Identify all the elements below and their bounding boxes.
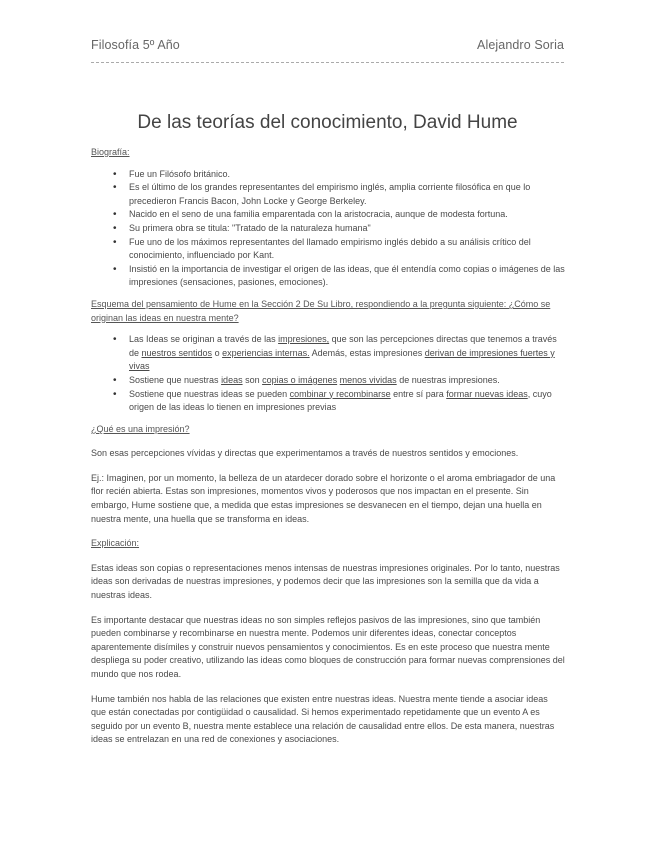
list-item bbox=[91, 388, 565, 415]
page-title: De las teorías del conocimiento, David Hume bbox=[137, 112, 518, 133]
paragraph: Es importante destacar que nuestras ideas no son simples reflejos pasivos de las impresiones, sino que también pueden combinarse y recombinarse en nuestra mente. Podemos unir diferentes ideas, conectar conceptos aparentemente disímiles y construir nuevos pensamientos y conocimientos. Es en este proceso que nuestra mente despliega su poder creativo, utilizando las ideas como bloques de construcción para formar nuevas comprensiones del mundo que nos rodea. bbox=[91, 614, 565, 679]
impresion-heading: ¿Qué es una impresión? bbox=[91, 423, 190, 434]
underlined-term: formar nuevas ideas bbox=[446, 388, 528, 399]
text-run: entre sí para bbox=[390, 388, 447, 399]
biografia-list bbox=[91, 168, 565, 290]
underlined-term: ideas bbox=[221, 374, 243, 385]
header-author: Alejandro Soria bbox=[477, 38, 564, 52]
underlined-term: combinar y recombinarse bbox=[289, 388, 391, 399]
underlined-term: experiencias internas. bbox=[222, 347, 310, 358]
header-subject: Filosofía 5º Año bbox=[91, 38, 180, 52]
text-run: , cuyo origen de las ideas lo tienen en impresiones previas bbox=[129, 388, 552, 413]
text-run: que son las percepciones directas que tenemos a través de bbox=[129, 334, 557, 358]
list-item: • Es el último de los grandes representantes del empirismo inglés, amplia corriente filosófica en que lo precedieron Francis Bacon, John Locke y George Berkeley. bbox=[91, 181, 565, 208]
paragraph: Son esas percepciones vívidas y directas que experimentamos a través de nuestros sentidos y emociones. bbox=[91, 448, 519, 459]
underlined-term: menos vividas bbox=[339, 374, 397, 385]
header-divider bbox=[91, 62, 564, 63]
text-run: son bbox=[242, 374, 263, 385]
text-run: Además, estas impresiones bbox=[309, 347, 425, 358]
text-run: Las Ideas se originan a través de las bbox=[129, 334, 279, 345]
underlined-term: nuestros sentidos bbox=[141, 347, 213, 358]
list-item: • Fue uno de los máximos representantes del llamado empirismo inglés debido a su análisis crítico del conocimiento, influenciado por Kant. bbox=[91, 236, 565, 263]
biografia-heading: Biografía: bbox=[91, 147, 130, 157]
text-run: Sostiene que nuestras ideas se pueden bbox=[129, 388, 290, 399]
underlined-term: copias o imágenes bbox=[262, 374, 338, 385]
list-item bbox=[91, 333, 565, 374]
text-run: o bbox=[212, 347, 223, 358]
list-item: • Insistió en la importancia de investigar el origen de las ideas, que él entendía como copias o imágenes de las impresiones (sensaciones, pasiones, emociones). bbox=[91, 263, 565, 290]
page-header bbox=[91, 38, 564, 52]
paragraph: Ej.: Imaginen, por un momento, la belleza de un atardecer dorado sobre el horizonte o el aroma embriagador de una flor recién abierta. Estas son impresiones, momentos vivos y poderosos que nos impactan en el presente. Sin embargo, Hume sostiene que, a medida que estas impresiones se desvanecen en el tiempo, dejan una huella en nuestra mente, una huella que se transforma en ideas. bbox=[91, 472, 556, 524]
text-run: Sostiene que nuestras bbox=[129, 374, 222, 385]
list-item: • Fue un Filósofo británico. bbox=[91, 168, 565, 182]
esquema-list bbox=[91, 333, 565, 415]
underlined-term: derivan de impresiones fuertes y vivas bbox=[129, 347, 555, 372]
list-item: • Nacido en el seno de una familia emparentada con la aristocracia, aunque de modesta fortuna. bbox=[91, 208, 565, 222]
list-item bbox=[91, 374, 565, 388]
underlined-term: impresiones, bbox=[278, 334, 330, 345]
paragraph: Hume también nos habla de las relaciones que existen entre nuestras ideas. Nuestra mente tiende a asociar ideas que están conectadas por contigüidad o causalidad. Si hemos experimentado repetidamente que un evento A es seguido por un evento B, nuestra mente establece una relación de causalidad entre ellos. De esta manera, nuestras ideas se entrelazan en una red de conexiones y asociaciones. bbox=[91, 693, 555, 745]
paragraph: Estas ideas son copias o representaciones menos intensas de nuestras impresiones originales. Por lo tanto, nuestras ideas son derivadas de nuestras impresiones, y podemos decir que las impresiones son la semilla que da vida a nuestras ideas. bbox=[91, 562, 560, 601]
list-item: • Su primera obra se titula: "Tratado de la naturaleza humana" bbox=[91, 222, 565, 236]
explicacion-heading: Explicación: bbox=[91, 538, 140, 549]
document-body bbox=[91, 146, 565, 747]
text-run: de nuestras impresiones. bbox=[396, 374, 500, 385]
esquema-heading: Esquema del pensamiento de Hume en la Sección 2 De Su Libro, respondiendo a la pregunta siguiente: ¿Cómo se originan las ideas en nuestra mente? bbox=[91, 298, 551, 323]
